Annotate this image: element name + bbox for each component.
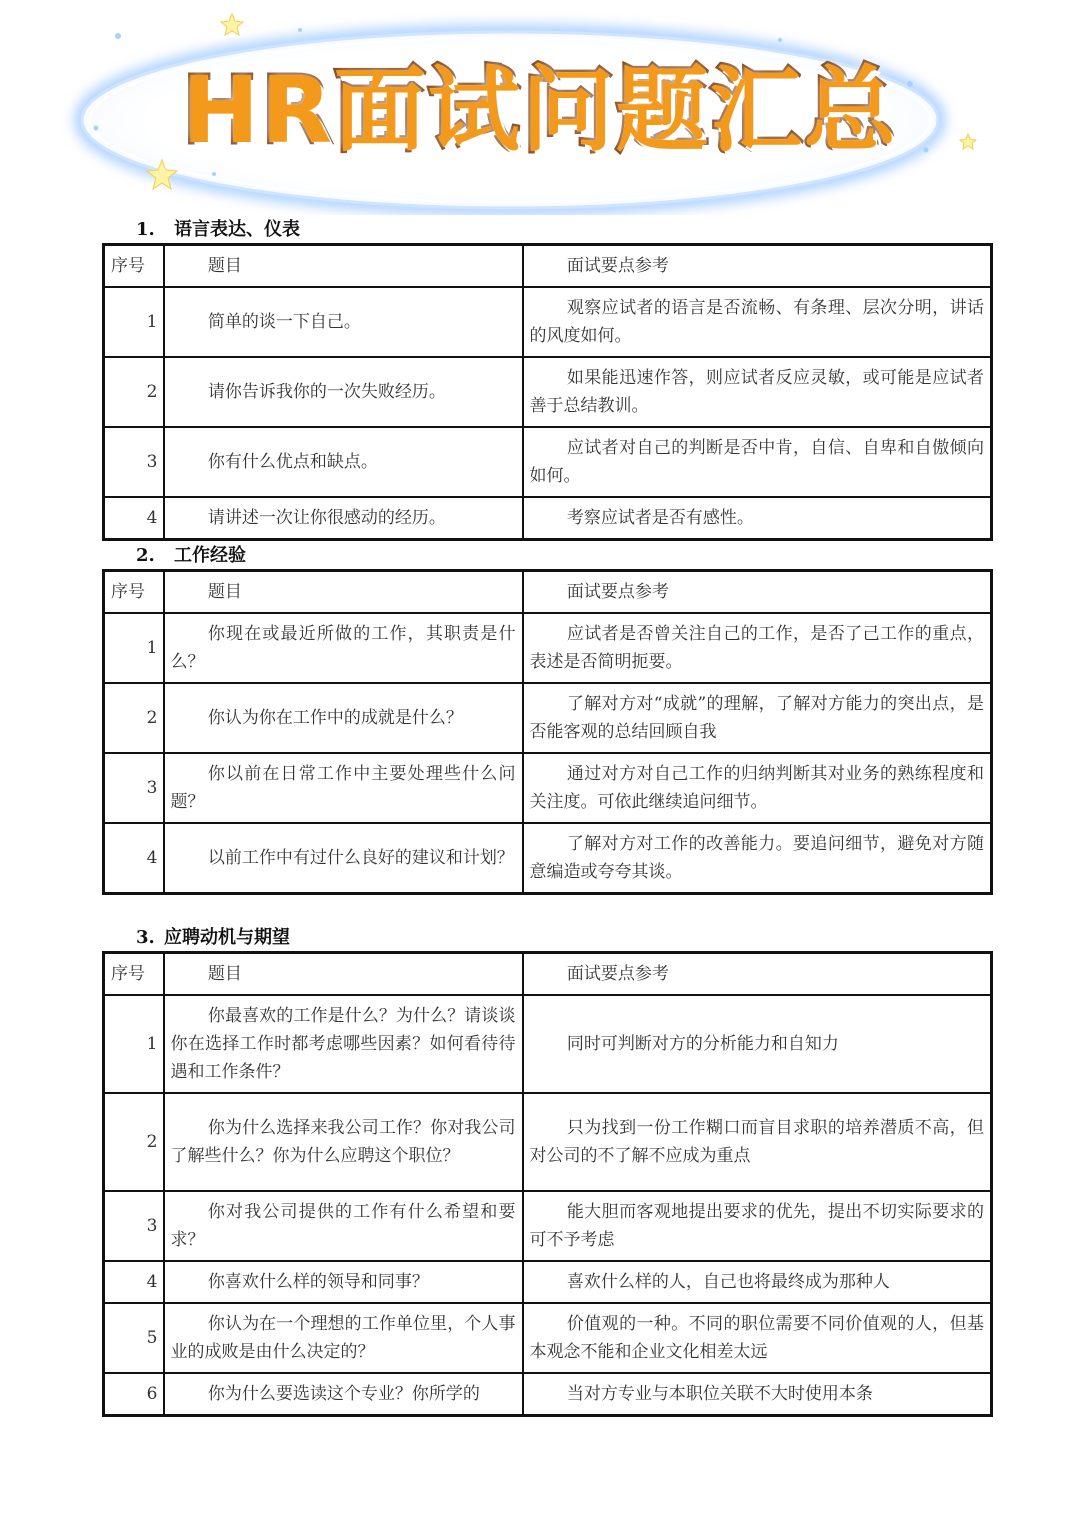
section-number: 1. (136, 219, 155, 240)
header-reference: 面试要点参考 (523, 953, 992, 996)
table-row (104, 1373, 992, 1415)
row-reference: 能大胆而客观地提出要求的优先，提出不切实际要求的可不予考虑 (523, 1191, 992, 1261)
row-number: 2 (104, 1093, 164, 1191)
table-language (102, 243, 993, 541)
row-question: 你为什么要选读这个专业？你所学的 (164, 1373, 523, 1415)
header-question: 题目 (164, 245, 523, 288)
row-question: 你以前在日常工作中主要处理些什么问题？ (164, 753, 523, 823)
row-number: 6 (104, 1373, 164, 1415)
header-no: 序号 (104, 953, 164, 996)
section-title-text: 工作经验 (174, 545, 246, 566)
table-row (104, 613, 992, 683)
header-reference: 面试要点参考 (523, 571, 992, 614)
row-question: 以前工作中有过什么良好的建议和计划？ (164, 823, 523, 893)
table-row (104, 427, 992, 497)
row-question: 你最喜欢的工作是什么？为什么？请谈谈你在选择工作时都考虑哪些因素？如何看待待遇和工作条件？ (164, 995, 523, 1093)
title-banner (0, 0, 1080, 215)
header-question: 题目 (164, 953, 523, 996)
row-reference: 观察应试者的语言是否流畅、有条理、层次分明，讲话的风度如何。 (523, 287, 992, 357)
section-number: 2. (136, 545, 155, 566)
header-question: 题目 (164, 571, 523, 614)
section-heading-motivation (136, 926, 290, 950)
section-heading-experience (136, 544, 246, 568)
section-heading-language (136, 218, 300, 242)
row-question: 你有什么优点和缺点。 (164, 427, 523, 497)
row-reference: 通过对方对自己工作的归纳判断其对业务的熟练程度和关注度。可依此继续追问细节。 (523, 753, 992, 823)
row-number: 4 (104, 497, 164, 539)
row-number: 4 (104, 1261, 164, 1303)
header-no: 序号 (104, 571, 164, 614)
row-question: 你为什么选择来我公司工作？你对我公司了解些什么？你为什么应聘这个职位？ (164, 1093, 523, 1191)
row-reference: 同时可判断对方的分析能力和自知力 (523, 995, 992, 1093)
row-question: 你现在或最近所做的工作，其职责是什么？ (164, 613, 523, 683)
row-reference: 只为找到一份工作糊口而盲目求职的培养潜质不高，但对公司的不了解不应成为重点 (523, 1093, 992, 1191)
table-row (104, 995, 992, 1093)
table-row (104, 683, 992, 753)
section-title-text: 语言表达、仪表 (174, 219, 300, 240)
row-number: 2 (104, 357, 164, 427)
row-question: 你认为在一个理想的工作单位里，个人事业的成败是由什么决定的？ (164, 1303, 523, 1373)
row-reference: 了解对方对工作的改善能力。要追问细节，避免对方随意编造或夸夸其谈。 (523, 823, 992, 893)
page-title: HR面试问题汇总 (182, 57, 898, 164)
row-number: 3 (104, 753, 164, 823)
row-question: 请你告诉我你的一次失败经历。 (164, 357, 523, 427)
row-question: 你对我公司提供的工作有什么希望和要求？ (164, 1191, 523, 1261)
row-reference: 喜欢什么样的人，自己也将最终成为那种人 (523, 1261, 992, 1303)
table-row (104, 357, 992, 427)
row-number: 1 (104, 287, 164, 357)
row-question: 简单的谈一下自己。 (164, 287, 523, 357)
row-number: 3 (104, 1191, 164, 1261)
section-number: 3. (136, 927, 155, 948)
row-reference: 了解对方对“成就”的理解，了解对方能力的突出点，是否能客观的总结回顾自我 (523, 683, 992, 753)
table-row (104, 287, 992, 357)
table-header-row (104, 571, 992, 614)
header-reference: 面试要点参考 (523, 245, 992, 288)
table-row (104, 1303, 992, 1373)
row-reference: 应试者是否曾关注自己的工作，是否了己工作的重点，表述是否简明扼要。 (523, 613, 992, 683)
row-number: 3 (104, 427, 164, 497)
table-motivation (102, 951, 993, 1417)
row-number: 1 (104, 995, 164, 1093)
table-row (104, 1093, 992, 1191)
table-row (104, 753, 992, 823)
table-row (104, 823, 992, 893)
table-header-row (104, 245, 992, 288)
row-reference: 价值观的一种。不同的职位需要不同价值观的人，但基本观念不能和企业文化相差太远 (523, 1303, 992, 1373)
row-question: 你喜欢什么样的领导和同事？ (164, 1261, 523, 1303)
row-reference: 当对方专业与本职位关联不大时使用本条 (523, 1373, 992, 1415)
section-title-text: 应聘动机与期望 (164, 927, 290, 948)
table-row (104, 1191, 992, 1261)
row-question: 你认为你在工作中的成就是什么？ (164, 683, 523, 753)
row-number: 1 (104, 613, 164, 683)
row-number: 2 (104, 683, 164, 753)
row-reference: 考察应试者是否有感性。 (523, 497, 992, 539)
table-row (104, 497, 992, 539)
row-reference: 如果能迅速作答，则应试者反应灵敏，或可能是应试者善于总结教训。 (523, 357, 992, 427)
row-question: 请讲述一次让你很感动的经历。 (164, 497, 523, 539)
row-number: 5 (104, 1303, 164, 1373)
table-experience (102, 569, 993, 895)
header-no: 序号 (104, 245, 164, 288)
table-row (104, 1261, 992, 1303)
table-header-row (104, 953, 992, 996)
row-reference: 应试者对自己的判断是否中肯，自信、自卑和自傲倾向如何。 (523, 427, 992, 497)
row-number: 4 (104, 823, 164, 893)
